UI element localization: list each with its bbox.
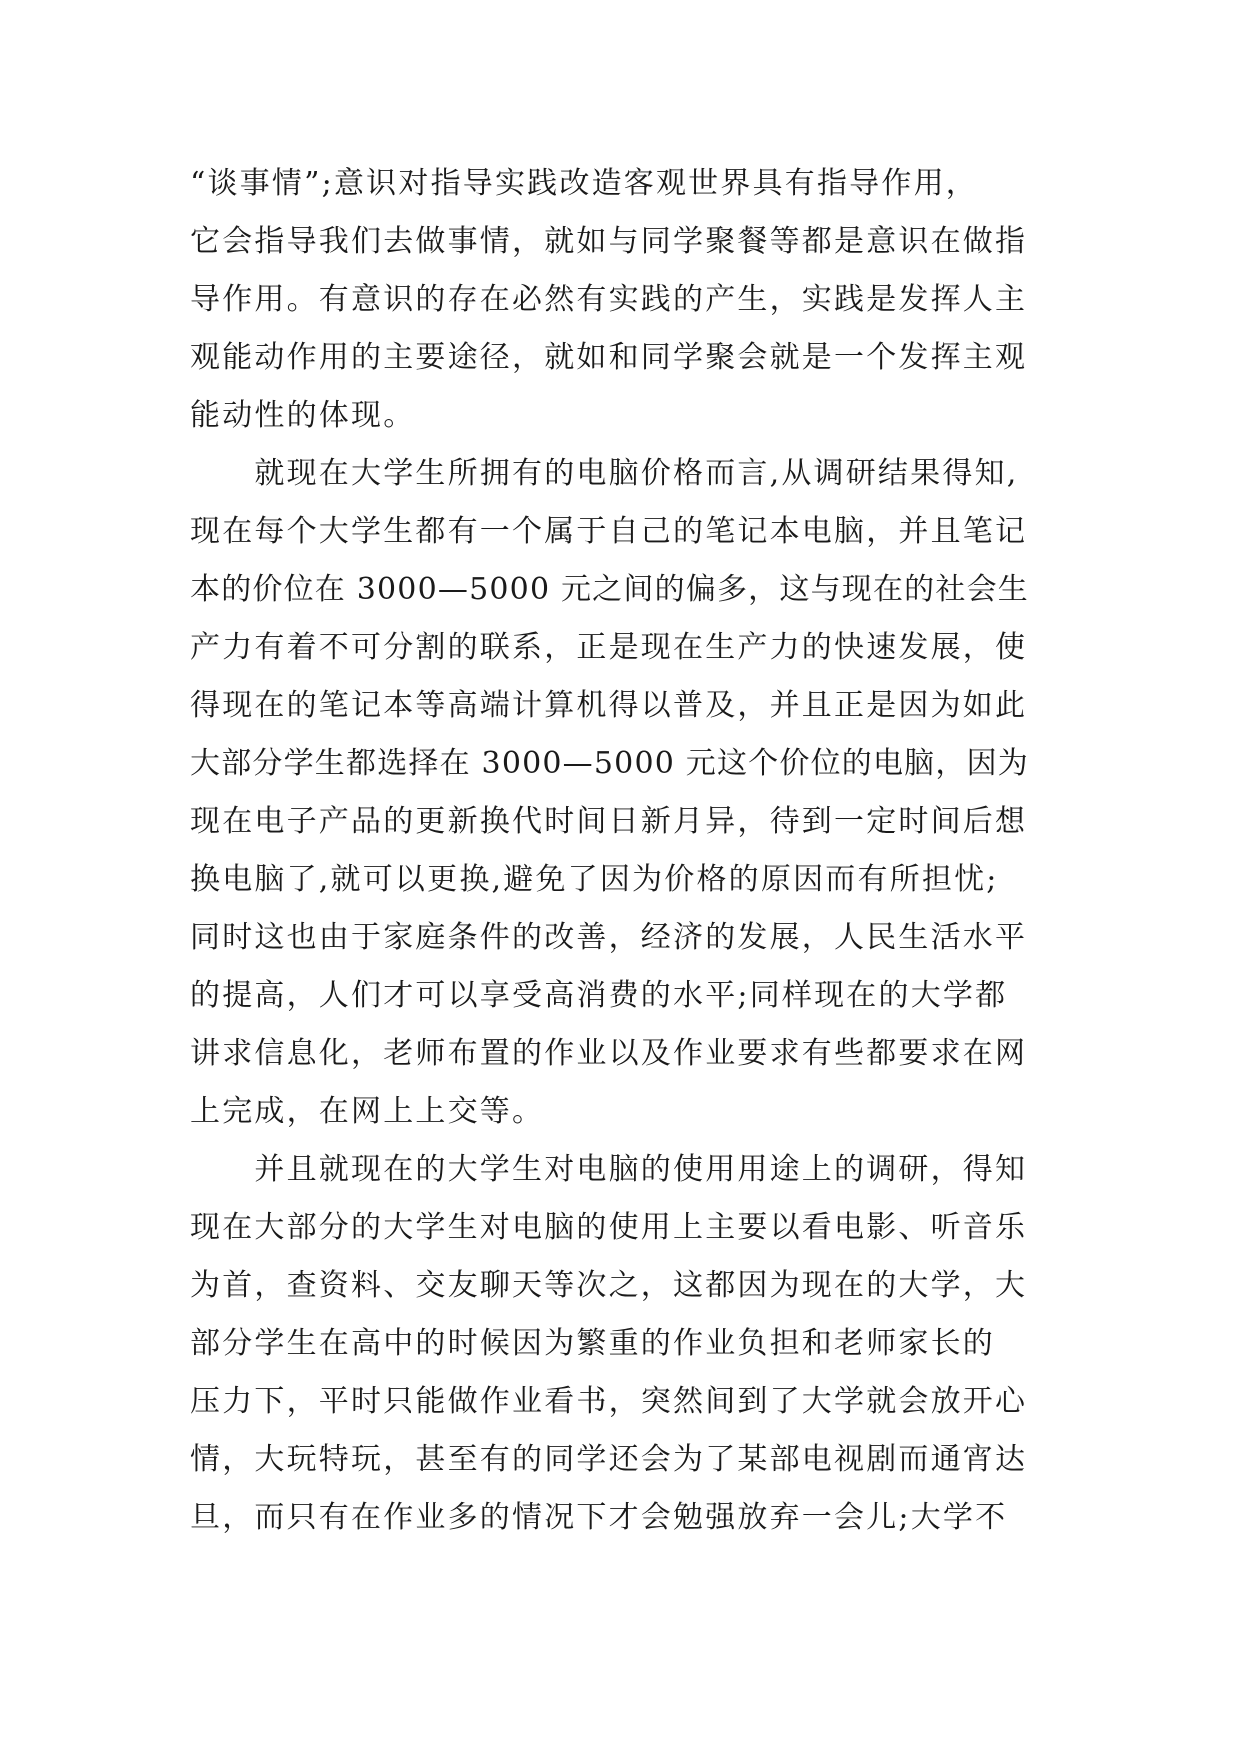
- text-line: 旦，而只有在作业多的情况下才会勉强放弃一会儿;大学不: [190, 1500, 1008, 1535]
- text-line: 得现在的笔记本等高端计算机得以普及，并且正是因为如此: [190, 688, 1028, 723]
- text-line: 现在电子产品的更新换代时间日新月异，待到一定时间后想: [190, 804, 1028, 839]
- text-line: 导作用。有意识的存在必然有实践的产生，实践是发挥人主: [190, 282, 1028, 317]
- body-text: [190, 155, 1070, 1547]
- text-line: 现在每个大学生都有一个属于自己的笔记本电脑，并且笔记: [190, 514, 1028, 549]
- text-line: 产力有着不可分割的联系，正是现在生产力的快速发展，使: [190, 630, 1028, 665]
- text-line: 压力下，平时只能做作业看书，突然间到了大学就会放开心: [190, 1384, 1028, 1419]
- text-line: 就现在大学生所拥有的电脑价格而言,从调研结果得知,: [190, 456, 1019, 491]
- text-line: 的提高，人们才可以享受高消费的水平;同样现在的大学都: [190, 978, 1008, 1013]
- text-line: 换电脑了,就可以更换,避免了因为价格的原因而有所担忧;: [190, 862, 999, 897]
- text-line: 它会指导我们去做事情，就如与同学聚餐等都是意识在做指: [190, 224, 1028, 259]
- text-line: 能动性的体现。: [190, 398, 416, 433]
- text-line: 本的价位在 3000—5000 元之间的偏多，这与现在的社会生: [190, 572, 1029, 607]
- text-line: 讲求信息化，老师布置的作业以及作业要求有些都要求在网: [190, 1036, 1028, 1071]
- text-line: 现在大部分的大学生对电脑的使用上主要以看电影、听音乐: [190, 1210, 1028, 1245]
- text-line: 并且就现在的大学生对电脑的使用用途上的调研，得知: [190, 1152, 1028, 1187]
- text-line: 大部分学生都选择在 3000—5000 元这个价位的电脑，因为: [190, 746, 1029, 781]
- text-line: 同时这也由于家庭条件的改善，经济的发展，人民生活水平: [190, 920, 1028, 955]
- text-line: 上完成，在网上上交等。: [190, 1094, 545, 1129]
- text-line: 部分学生在高中的时候因为繁重的作业负担和老师家长的: [190, 1326, 995, 1361]
- text-line: 观能动作用的主要途径，就如和同学聚会就是一个发挥主观: [190, 340, 1028, 375]
- text-line: “谈事情”;意识对指导实践改造客观世界具有指导作用，: [190, 166, 978, 201]
- text-line: 为首，查资料、交友聊天等次之，这都因为现在的大学，大: [190, 1268, 1028, 1303]
- text-line: 情，大玩特玩，甚至有的同学还会为了某部电视剧而通宵达: [190, 1442, 1028, 1477]
